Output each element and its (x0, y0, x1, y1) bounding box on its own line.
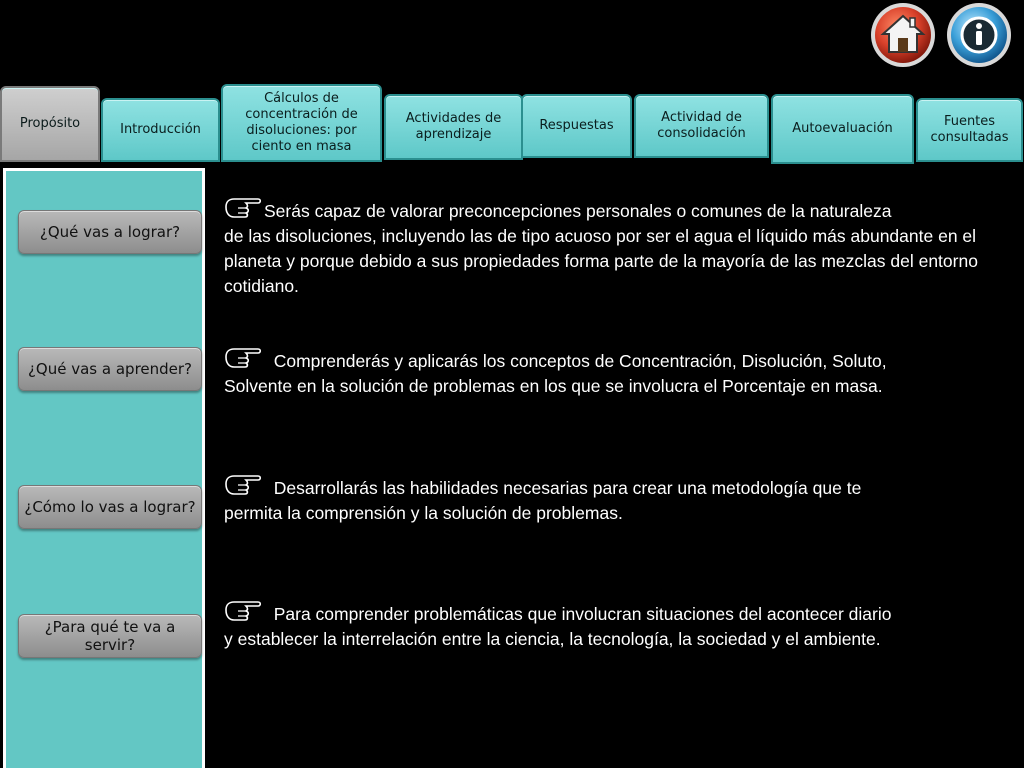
content-paragraph (224, 596, 996, 652)
paragraph-first-line: Desarrollarás las habilidades necesarias para crear una metodología que te (273, 478, 862, 498)
tab-fuentes-consultadas[interactable] (916, 98, 1023, 162)
tab-label: Autoevaluación (792, 120, 893, 136)
tab-calculos[interactable] (221, 84, 382, 162)
tab-label: Introducción (120, 121, 201, 137)
tab-label: Respuestas (539, 117, 614, 133)
paragraph-rest: de las disoluciones, incluyendo las de tipo acuoso por ser el agua el líquido más abundante en el planeta y porque debido a sus propiedades forma parte de la mayoría de las mezclas del entorno cotidiano. (224, 226, 978, 296)
paragraph-first-line: Serás capaz de valorar preconcepciones personales o comunes de la naturaleza (264, 201, 892, 221)
tab-respuestas[interactable] (521, 94, 632, 158)
tab-label: Propósito (19, 115, 81, 131)
pointing-hand-icon (224, 596, 264, 624)
home-button[interactable] (870, 2, 936, 68)
tab-label: Actividades de aprendizaje (405, 110, 502, 142)
info-button[interactable] (946, 2, 1012, 68)
sidebar-button-que-vas-a-aprender[interactable] (18, 347, 202, 391)
paragraph-rest: y establecer la interrelación entre la ciencia, la tecnología, la sociedad y el ambiente. (224, 629, 881, 649)
content-paragraph (224, 470, 996, 526)
tab-actividad-consolidacion[interactable] (634, 94, 769, 158)
paragraph-first-line: Comprenderás y aplicarás los conceptos de Concentración, Disolución, Soluto, (273, 351, 887, 371)
tab-actividades-aprendizaje[interactable] (384, 94, 523, 160)
pointing-hand-icon (224, 343, 264, 371)
info-icon (946, 2, 1012, 68)
tab-label: Cálculos de concentración de disoluciones: por ciento en masa (245, 90, 358, 155)
sidebar-button-label: ¿Cómo lo vas a lograr? (24, 498, 196, 516)
tab-introduccion[interactable] (101, 98, 220, 162)
tab-proposito[interactable] (0, 86, 100, 162)
sidebar (3, 168, 205, 768)
home-icon (870, 2, 936, 68)
sidebar-button-label: ¿Qué vas a aprender? (27, 360, 193, 378)
paragraph-rest: Solvente en la solución de problemas en los que se involucra el Porcentaje en masa. (224, 376, 883, 396)
pointing-hand-icon (224, 470, 264, 498)
tab-autoevaluacion[interactable] (771, 94, 914, 164)
tab-label: Fuentes consultadas (930, 113, 1009, 145)
content-paragraph (224, 343, 996, 399)
paragraph-rest: permita la comprensión y la solución de problemas. (224, 503, 623, 523)
sidebar-button-que-vas-a-lograr[interactable] (18, 210, 202, 254)
sidebar-button-para-que-te-va-a-servir[interactable] (18, 614, 202, 658)
sidebar-button-como-lo-vas-a-lograr[interactable] (18, 485, 202, 529)
sidebar-button-label: ¿Para qué te va a servir? (44, 618, 176, 654)
sidebar-button-label: ¿Qué vas a lograr? (39, 223, 181, 241)
pointing-hand-icon (224, 193, 264, 221)
tab-label: Actividad de consolidación (657, 109, 746, 141)
paragraph-first-line: Para comprender problemáticas que involucran situaciones del acontecer diario (273, 604, 892, 624)
content-paragraph (224, 193, 996, 299)
